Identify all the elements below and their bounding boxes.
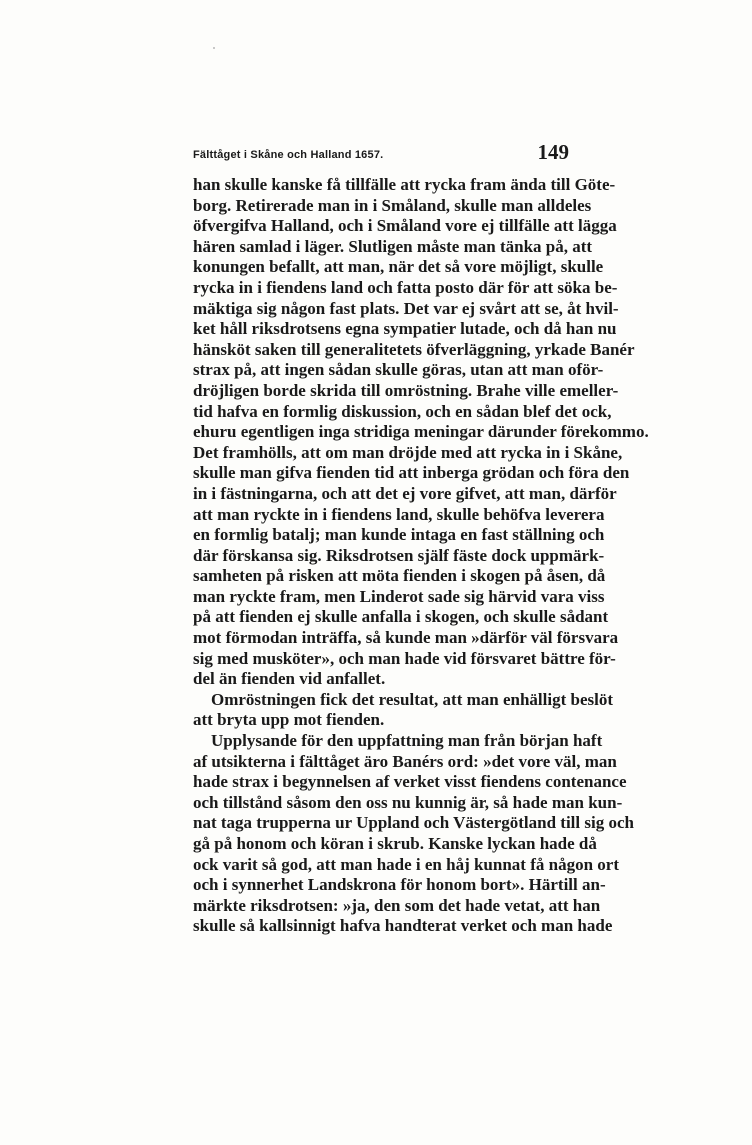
text-line: en formlig batalj; man kunde intaga en fast ställning och (193, 525, 605, 545)
text-line: ket håll riksdrotsens egna sympatier lutade, och då han nu (193, 319, 617, 339)
text-line: tid hafva en formlig diskussion, och en sådan blef det ock, (193, 401, 612, 421)
text-line: han skulle kanske få tillfälle att rycka fram ända till Göte- (193, 175, 616, 194)
paragraph (193, 731, 634, 937)
paper-speck (213, 47, 215, 49)
text-line: gå på honom och köran i skrub. Kanske lyckan hade då (193, 834, 597, 853)
page-header (193, 140, 569, 170)
text-line: samheten på risken att möta fienden i skogen på åsen, då (193, 566, 606, 586)
text-line: att bryta upp mot fienden. (193, 710, 385, 730)
text-line: mäktiga sig någon fast plats. Det var ej svårt att se, åt hvil- (193, 298, 619, 318)
text-line: där förskansa sig. Riksdrotsen själf fäste dock uppmärk- (193, 545, 605, 565)
text-line: dröjligen borde skrida till omröstning. Brahe ville emeller- (193, 380, 619, 400)
text-line: hären samlad i läger. Slutligen måste man tänka på, att (193, 236, 593, 256)
text-line: skulle så kallsinnigt hafva handterat verket och man hade (193, 916, 613, 936)
text-line: borg. Retirerade man in i Småland, skulle man alldeles (193, 195, 592, 215)
text-line: ock varit så god, att man hade i en håj kunnat få någon ort (193, 854, 619, 874)
text-line: hade strax i begynnelsen af verket visst fiendens contenance (193, 772, 627, 792)
text-line: sig med musköter», och man hade vid försvaret bättre för- (193, 648, 616, 668)
text-line: Upplysande för den uppfattning man från början haft (211, 731, 603, 751)
text-line: Det framhölls, att om man dröjde med att rycka in i Skåne, (193, 442, 623, 462)
text-line: af utsikterna i fälttåget äro Banérs ord: »det vore väl, man (193, 751, 617, 771)
running-head: Fälttåget i Skåne och Halland 1657. (193, 149, 384, 161)
text-line: och i synnerhet Landskrona för honom bort». Härtill an- (193, 875, 606, 895)
text-line: skulle man gifva fienden tid att inberga grödan och föra den (193, 463, 630, 483)
page-number: 149 (537, 140, 569, 164)
text-line: öfvergifva Halland, och i Småland vore ej tillfälle att lägga (193, 216, 617, 236)
paragraph (193, 689, 614, 731)
text-line: nat taga trupperna ur Uppland och Västergötland till sig och (193, 813, 634, 833)
text-line: märkte riksdrotsen: »ja, den som det hade vetat, att han (193, 895, 601, 915)
text-line: på att fienden ej skulle anfalla i skogen, och skulle sådant (193, 607, 609, 627)
text-line: strax på, att ingen sådan skulle göras, utan att man oför- (193, 360, 604, 380)
body-text (193, 175, 649, 937)
text-line: man ryckte fram, men Linderot sade sig härvid vara viss (193, 586, 605, 606)
text-line: konungen befallt, att man, när det så vore möjligt, skulle (193, 257, 604, 277)
text-line: Omröstningen fick det resultat, att man enhälligt beslöt (211, 689, 614, 709)
paragraph (193, 175, 649, 690)
text-line: ehuru egentligen inga stridiga meningar därunder förekommo. (193, 422, 649, 442)
text-line: att man ryckte in i fiendens land, skulle behöfva leverera (193, 504, 605, 524)
text-line: hänsköt saken till generalitetets öfverläggning, yrkade Banér (193, 339, 635, 359)
text-line: och tillstånd såsom den oss nu kunnig är, så hade man kun- (193, 792, 623, 812)
text-line: mot förmodan inträffa, så kunde man »därför väl försvara (193, 628, 619, 648)
text-line: rycka in i fiendens land och fatta posto där för att söka be- (193, 277, 618, 297)
text-line: in i fästningarna, och att det ej vore gifvet, att man, därför (193, 483, 617, 503)
text-line: del än fienden vid anfallet. (193, 669, 386, 689)
